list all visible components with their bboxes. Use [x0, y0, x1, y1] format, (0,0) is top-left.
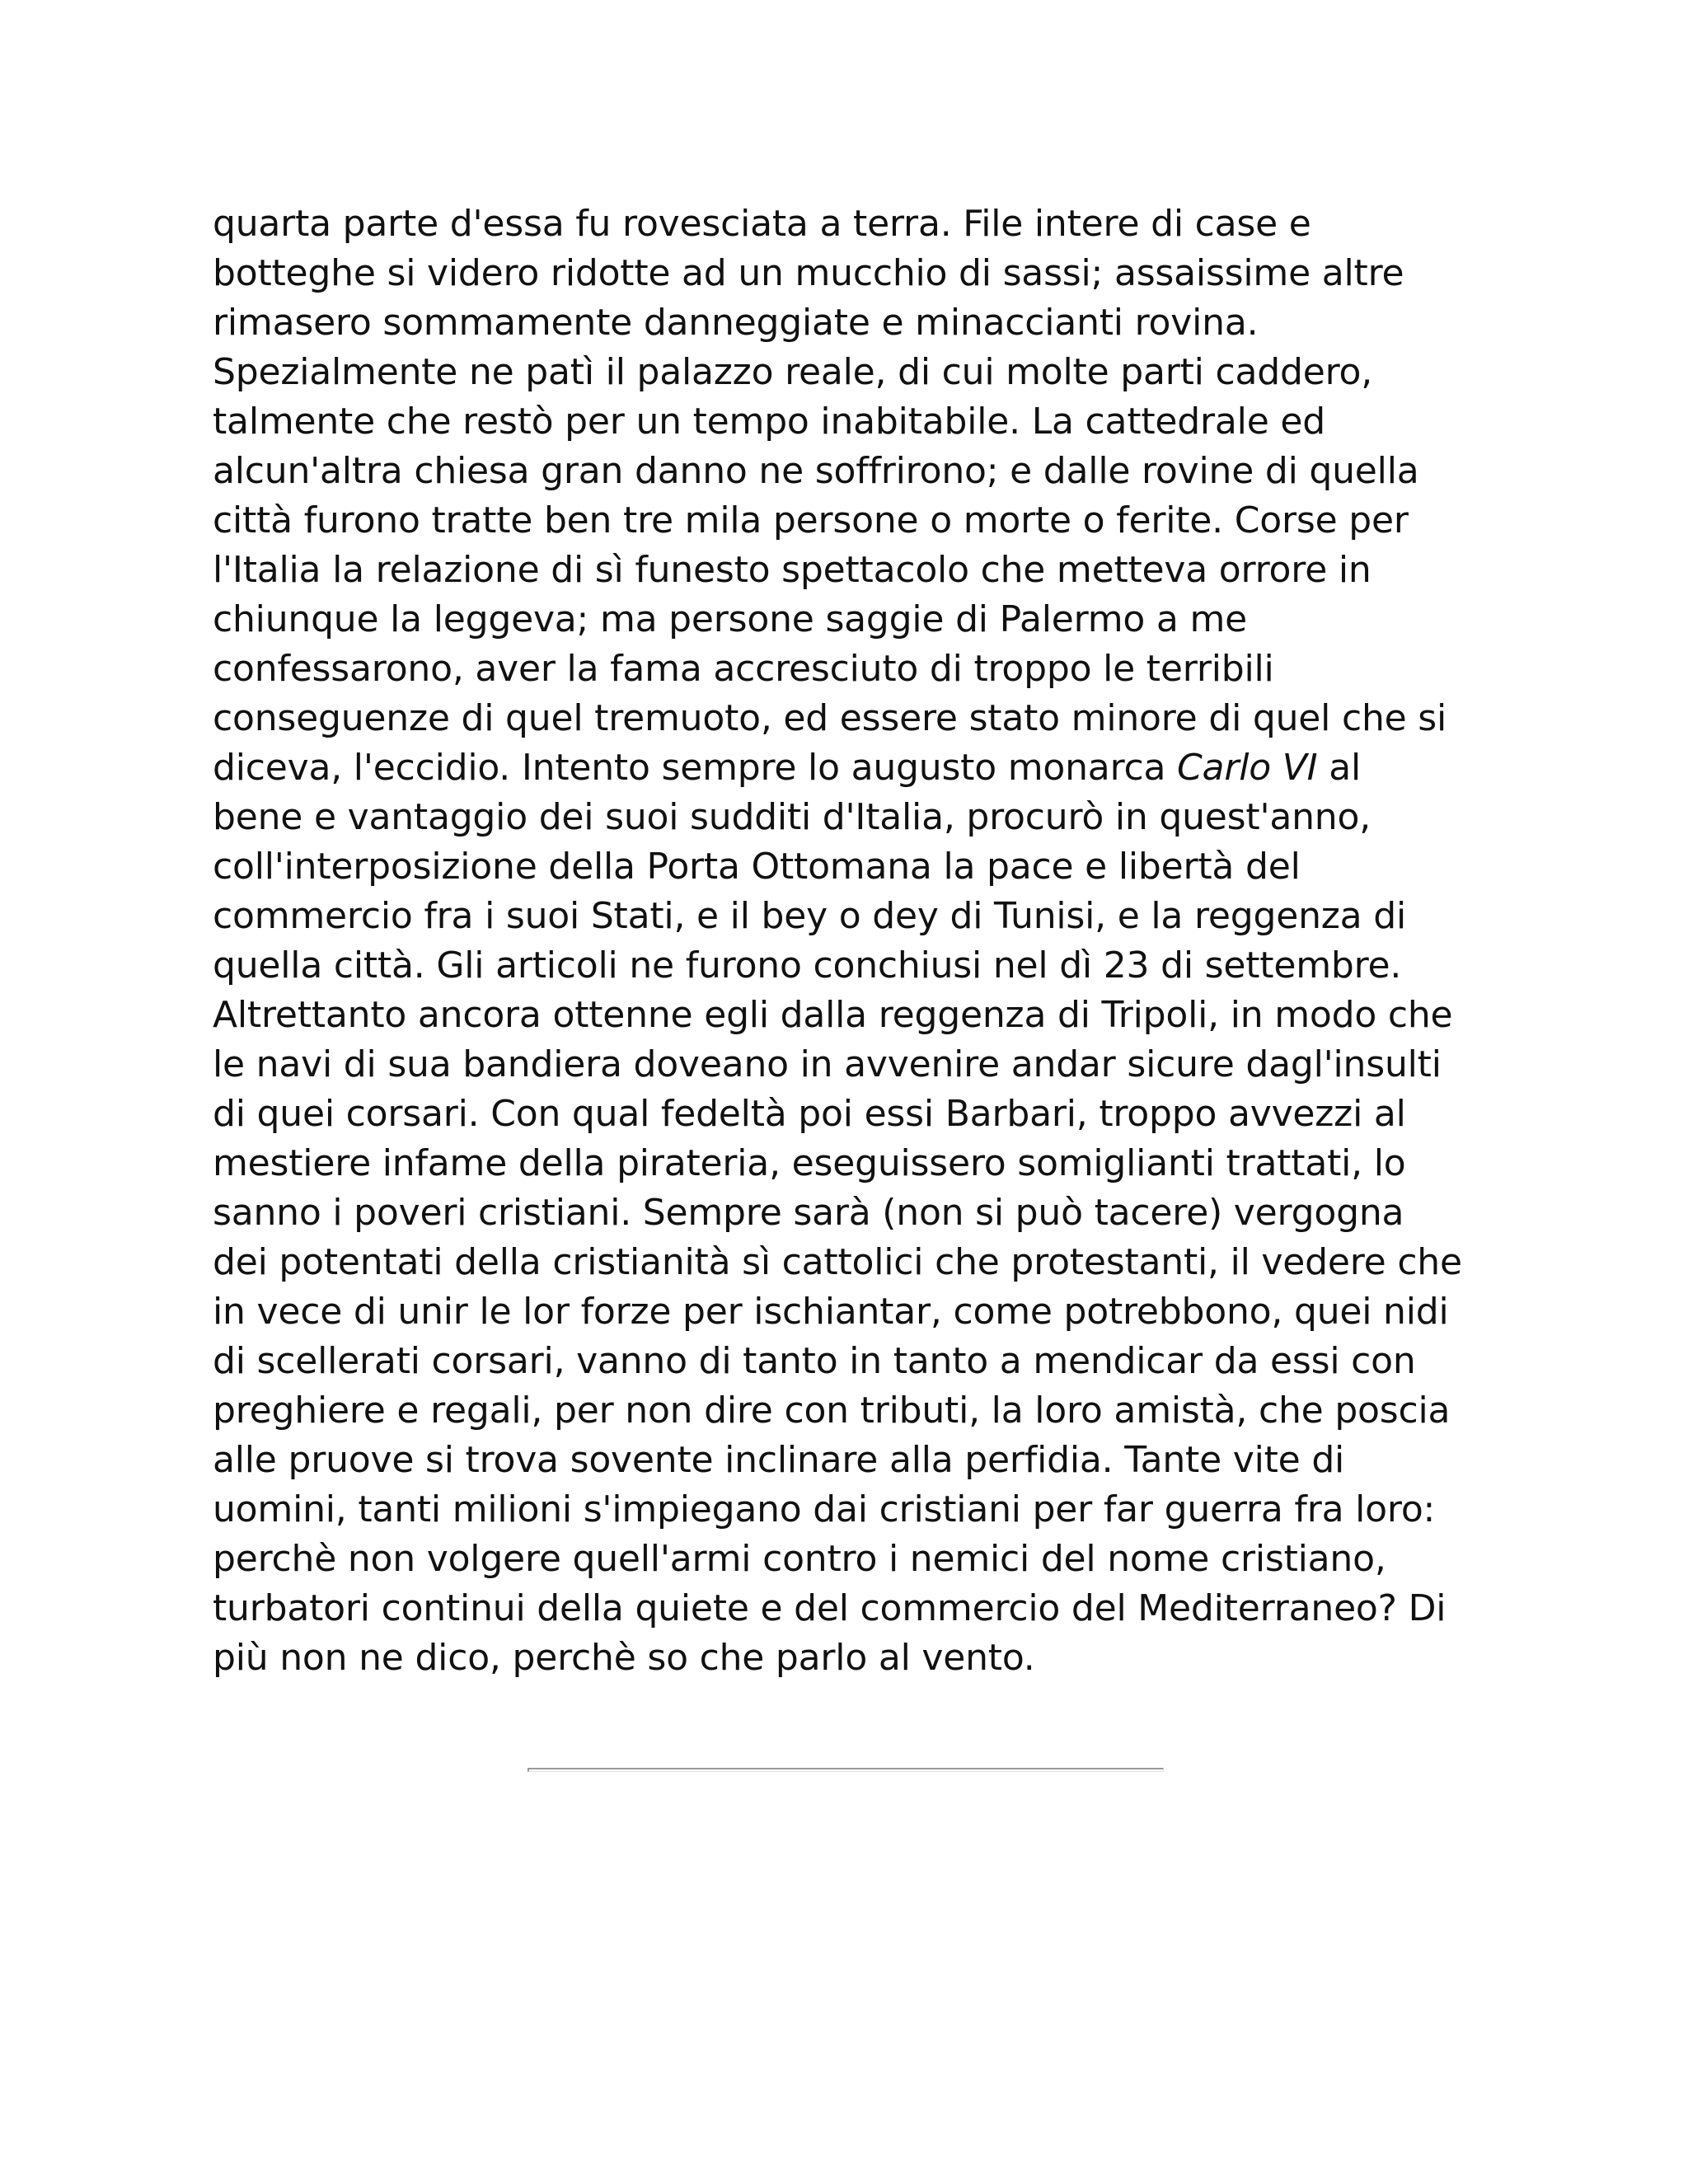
text-line: dei potentati della cristianità sì cattolici che protestanti, il vedere che: [213, 1241, 1462, 1283]
text-line: sanno i poveri cristiani. Sempre sarà (non si può tacere) vergogna: [213, 1192, 1404, 1234]
body-text: [213, 199, 1498, 1683]
text-line: preghiere e regali, per non dire con tributi, la loro amistà, che poscia: [213, 1390, 1451, 1432]
text-line: rimasero sommamente danneggiate e minaccianti rovina.: [213, 302, 1259, 344]
text-line: chiunque la leggeva; ma persone saggie di Palermo a me: [213, 598, 1247, 640]
text-line: le navi di sua bandiera doveano in avvenire andar sicure dagl'insulti: [213, 1043, 1442, 1085]
text-line: talmente che restò per un tempo inabitabile. La cattedrale ed: [213, 401, 1325, 443]
text-line: Spezialmente ne patì il palazzo reale, di cui molte parti caddero,: [213, 351, 1373, 393]
text-line: mestiere infame della pirateria, eseguissero somiglianti trattati, lo: [213, 1142, 1406, 1184]
text-segment: diceva, l'eccidio. Intento sempre lo augusto monarca: [213, 747, 1178, 789]
text-line: di quei corsari. Con qual fedeltà poi essi Barbari, troppo avvezzi al: [213, 1093, 1406, 1135]
text-line: uomini, tanti milioni s'impiegano dai cristiani per far guerra fra loro:: [213, 1488, 1436, 1530]
text-line: più non ne dico, perchè so che parlo al vento.: [213, 1637, 1035, 1679]
text-segment: al: [1317, 747, 1361, 789]
text-line: botteghe si videro ridotte ad un mucchio di sassi; assaissime altre: [213, 252, 1404, 294]
text-line: commercio fra i suoi Stati, e il bey o dey di Tunisi, e la reggenza di: [213, 895, 1406, 937]
text-line: turbatori continui della quiete e del commercio del Mediterraneo? Di: [213, 1587, 1447, 1629]
italic-name: Carlo VI: [1177, 747, 1318, 789]
text-line: in vece di unir le lor forze per ischiantar, come potrebbono, quei nidi: [213, 1291, 1449, 1333]
text-line: l'Italia la relazione di sì funesto spettacolo che metteva orrore in: [213, 549, 1372, 591]
text-line: perchè non volgere quell'armi contro i nemici del nome cristiano,: [213, 1538, 1386, 1580]
text-line: quarta parte d'essa fu rovesciata a terra. File intere di case e: [213, 203, 1311, 245]
text-line: città furono tratte ben tre mila persone o morte o ferite. Corse per: [213, 499, 1409, 541]
text-line: bene e vantaggio dei suoi sudditi d'Italia, procurò in quest'anno,: [213, 796, 1371, 838]
text-line: quella città. Gli articoli ne furono conchiusi nel dì 23 di settembre.: [213, 944, 1402, 987]
text-line: conseguenze di quel tremuoto, ed essere stato minore di quel che si: [213, 697, 1447, 739]
text-line: di scellerati corsari, vanno di tanto in tanto a mendicar da essi con: [213, 1340, 1416, 1382]
text-line-with-italic: [213, 743, 1498, 793]
text-line: alle pruove si trova sovente inclinare alla perfidia. Tante vite di: [213, 1439, 1345, 1481]
text-line: confessarono, aver la fama accresciuto di troppo le terribili: [213, 648, 1274, 690]
text-line: Altrettanto ancora ottenne egli dalla reggenza di Tripoli, in modo che: [213, 994, 1453, 1036]
text-line: alcun'altra chiesa gran danno ne soffrirono; e dalle rovine di quella: [213, 450, 1419, 492]
horizontal-rule: [528, 1768, 1164, 1772]
text-line: coll'interposizione della Porta Ottomana la pace e libertà del: [213, 846, 1301, 888]
